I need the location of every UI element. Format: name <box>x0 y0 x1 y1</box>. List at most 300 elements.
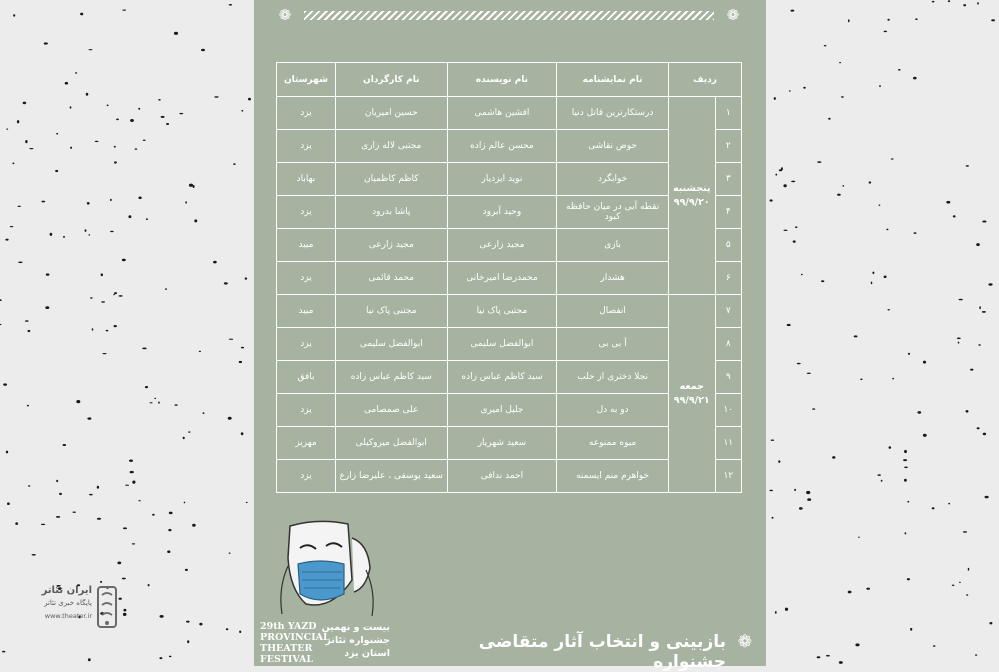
speckle-dot <box>3 383 7 385</box>
speckle-dot <box>27 405 29 407</box>
speckle-dot <box>821 280 824 282</box>
speckle-dot <box>130 471 134 473</box>
speckle-dot <box>233 163 236 165</box>
festival-en-line: FESTIVAL <box>260 654 314 665</box>
speckle-dot <box>123 613 127 616</box>
flower-icon: ❁ <box>278 6 292 24</box>
speckle-dot <box>45 306 49 309</box>
flower-icon: ❁ <box>737 632 752 652</box>
director-name: محمد قائمی <box>335 262 447 295</box>
speckle-dot <box>982 311 986 313</box>
city-name: مهریز <box>277 427 336 460</box>
speckle-dot <box>983 433 986 436</box>
writer-name: سید کاظم عباس زاده <box>447 361 557 394</box>
festival-en-line: THEATER <box>260 643 313 654</box>
speckle-dot <box>898 69 901 71</box>
speckle-dot <box>28 330 31 332</box>
bottom-title-bar <box>410 618 766 672</box>
speckle-dot <box>953 215 956 217</box>
speckle-dot <box>158 99 161 101</box>
speckle-dot <box>161 116 165 118</box>
festival-en-line: 29th YAZD <box>260 621 317 632</box>
director-name: ابوالفضل سلیمی <box>335 328 447 361</box>
header-director: نام کارگردان <box>335 63 447 97</box>
speckle-dot <box>783 230 787 231</box>
play-name: حوض نقاشی <box>557 130 669 163</box>
speckle-dot <box>6 451 8 454</box>
speckle-dot <box>73 512 76 513</box>
speckle-dot <box>858 537 860 538</box>
speckle-dot <box>135 148 138 149</box>
speckle-dot <box>186 621 190 623</box>
row-number: ۴ <box>715 196 741 229</box>
speckle-dot <box>174 404 177 405</box>
speckle-dot <box>889 446 892 449</box>
row-number: ۷ <box>715 295 741 328</box>
speckle-dot <box>143 140 146 141</box>
speckle-dot <box>241 432 244 435</box>
speckle-dot <box>185 201 187 203</box>
director-name: مجتبی پاک نیا <box>335 295 447 328</box>
speckle-dot <box>774 97 776 100</box>
speckle-dot <box>174 32 178 35</box>
speckle-dot <box>110 231 114 232</box>
speckle-dot <box>138 108 140 110</box>
city-name: یزد <box>277 196 336 229</box>
logo-subtitle: پایگاه خبری تئاتر <box>44 599 92 607</box>
speckle-dot <box>148 584 150 586</box>
speckle-dot <box>791 181 795 183</box>
speckle-dot <box>85 229 87 232</box>
city-name: بهاباد <box>277 163 336 196</box>
speckle-dot <box>785 608 788 611</box>
play-name: خواهرم منم ایسمنه <box>557 460 669 493</box>
row-number: ۱ <box>715 97 741 130</box>
speckle-dot <box>801 274 803 276</box>
speckle-dot <box>884 31 887 33</box>
speckle-dot <box>884 276 887 279</box>
speckle-dot <box>772 517 774 519</box>
speckle-dot <box>199 623 202 626</box>
director-name: حسین امیریان <box>335 97 447 130</box>
speckle-dot <box>866 588 870 590</box>
speckle-dot <box>158 402 160 404</box>
table-body <box>277 97 742 493</box>
stripe-divider <box>304 11 714 20</box>
speckle-dot <box>107 105 109 107</box>
speckle-dot <box>917 411 921 414</box>
city-name: میبد <box>277 229 336 262</box>
speckle-dot <box>179 113 183 114</box>
play-name: نجلا دختری از حلب <box>557 361 669 394</box>
speckle-dot <box>122 10 126 11</box>
speckle-dot <box>977 427 980 429</box>
speckle-dot <box>952 585 955 586</box>
speckle-dot <box>32 554 36 556</box>
speckle-dot <box>239 361 242 363</box>
director-name: مجید زارعی <box>335 229 447 262</box>
speckle-dot <box>113 294 115 295</box>
writer-name: جلیل امیری <box>447 394 557 427</box>
speckle-dot <box>879 85 881 87</box>
speckle-dot <box>923 361 926 364</box>
iran-theater-logo[interactable] <box>28 585 123 640</box>
speckle-dot <box>129 460 133 462</box>
speckle-dot <box>55 170 58 172</box>
writer-name: وحید آبرود <box>447 196 557 229</box>
speckle-dot <box>958 342 960 344</box>
director-name: سید کاظم عباس زاده <box>335 361 447 394</box>
speckle-dot <box>799 507 803 510</box>
speckle-dot <box>948 0 950 2</box>
speckle-dot <box>2 651 5 653</box>
speckle-dot <box>87 417 91 419</box>
speckle-dot <box>5 239 8 241</box>
director-name: مجتبی لاله زاری <box>335 130 447 163</box>
speckle-dot <box>56 133 58 135</box>
speckle-dot <box>991 19 995 21</box>
speckle-dot <box>910 628 912 631</box>
speckle-dot <box>213 261 217 264</box>
theater-mask-icon <box>272 518 384 618</box>
speckle-dot <box>881 480 883 482</box>
speckle-dot <box>152 514 155 516</box>
speckle-dot <box>239 631 241 634</box>
speckle-dot <box>23 102 27 105</box>
speckle-dot <box>7 502 10 505</box>
speckle-dot <box>975 654 977 655</box>
speckle-dot <box>13 14 15 16</box>
speckle-dot <box>65 82 68 85</box>
speckle-dot <box>70 106 72 108</box>
speckle-dot <box>132 481 135 484</box>
speckle-dot <box>978 344 981 346</box>
speckle-dot <box>0 299 2 301</box>
speckle-dot <box>150 402 153 403</box>
speckle-dot <box>6 129 8 130</box>
writer-name: احمد ندافی <box>447 460 557 493</box>
speckle-dot <box>872 272 874 275</box>
speckle-dot <box>783 184 786 187</box>
speckle-dot <box>879 205 881 206</box>
speckle-dot <box>848 19 850 22</box>
speckle-dot <box>167 550 170 553</box>
row-number: ۶ <box>715 262 741 295</box>
speckle-dot <box>97 486 99 489</box>
speckle-dot <box>795 226 798 228</box>
writer-name: سعید شهریار <box>447 427 557 460</box>
speckle-dot <box>908 353 910 355</box>
speckle-dot <box>0 324 2 325</box>
speckle-dot <box>89 494 93 496</box>
director-name: علی صمصامی <box>335 394 447 427</box>
speckle-dot <box>778 460 780 463</box>
speckle-dot <box>41 524 45 525</box>
speckle-dot <box>241 347 244 349</box>
speckle-dot <box>966 594 968 596</box>
speckle-dot <box>907 501 909 503</box>
speckle-dot <box>114 146 116 148</box>
city-name: میبد <box>277 295 336 328</box>
speckle-dot <box>904 479 907 482</box>
speckle-dot <box>187 640 189 643</box>
play-name: میوه ممنوعه <box>557 427 669 460</box>
speckle-dot <box>989 622 992 624</box>
speckle-dot <box>95 141 99 142</box>
festival-persian <box>322 621 390 660</box>
logo-name: ایران تئاتر <box>41 585 92 596</box>
city-name: یزد <box>277 262 336 295</box>
city-name: یزد <box>277 328 336 361</box>
speckle-dot <box>887 19 889 21</box>
speckle-dot <box>807 498 811 501</box>
speckle-dot <box>959 582 961 583</box>
festival-english <box>260 621 330 665</box>
speckle-dot <box>87 202 90 205</box>
speckle-dot <box>817 161 821 163</box>
play-name: نقطه آبی در میان حافظه کبود <box>557 196 669 229</box>
header-radif: ردیف <box>668 63 741 97</box>
speckle-dot <box>913 77 917 80</box>
table-row <box>277 295 742 328</box>
speckle-dot <box>75 72 77 73</box>
speckle-dot <box>18 206 21 207</box>
speckle-dot <box>817 656 821 658</box>
speckle-dot <box>214 96 218 97</box>
speckle-dot <box>101 301 105 302</box>
date-thursday: پنجشنبه ۹۹/۹/۲۰ <box>668 97 715 295</box>
writer-name: مجید زارعی <box>447 229 557 262</box>
speckle-dot <box>229 339 233 340</box>
speckle-dot <box>794 489 796 491</box>
city-name: بافق <box>277 361 336 394</box>
speckle-dot <box>117 562 121 565</box>
speckle-dot <box>63 444 67 446</box>
speckle-dot <box>832 456 835 459</box>
speckle-dot <box>70 147 72 149</box>
date-friday: جمعه ۹۹/۹/۲۱ <box>668 295 715 493</box>
director-name: کاظم کاظمیان <box>335 163 447 196</box>
speckle-dot <box>102 353 106 354</box>
speckle-dot <box>50 233 53 236</box>
speckle-dot <box>194 219 197 222</box>
festival-fa-line: استان یزد <box>344 648 390 659</box>
speckle-dot <box>775 174 777 176</box>
speckle-dot <box>923 434 927 437</box>
play-name: درستکارترین قاتل دنیا <box>557 97 669 130</box>
festival-fa-line: جشنواره تئاتر <box>325 635 390 646</box>
play-name: خوابگرد <box>557 163 669 196</box>
speckle-dot <box>948 503 950 505</box>
speckle-dot <box>28 485 30 486</box>
speckle-dot <box>122 578 126 580</box>
writer-name: ابوالفضل سلیمی <box>447 328 557 361</box>
speckle-dot <box>145 386 148 388</box>
speckle-dot <box>976 243 980 246</box>
speckle-dot <box>119 295 123 297</box>
speckle-dot <box>968 568 970 571</box>
schedule-table <box>276 62 742 493</box>
speckle-dot <box>826 655 830 657</box>
director-name: پاشا بدرود <box>335 196 447 229</box>
speckle-dot <box>44 42 48 44</box>
speckle-dot <box>904 467 908 469</box>
speckle-dot <box>781 167 783 170</box>
row-number: ۱۱ <box>715 427 741 460</box>
speckle-dot <box>146 218 148 220</box>
speckle-dot <box>199 351 201 352</box>
row-number: ۱۰ <box>715 394 741 427</box>
speckle-dot <box>854 335 858 337</box>
speckle-dot <box>15 522 18 525</box>
speckle-dot <box>824 45 827 46</box>
speckle-dot <box>789 90 791 91</box>
speckle-dot <box>226 628 229 630</box>
speckle-dot <box>886 229 888 231</box>
festival-fa-line: بیست و نهمین <box>321 622 390 633</box>
speckle-dot <box>946 201 950 204</box>
speckle-dot <box>56 480 58 482</box>
speckle-dot <box>123 609 126 612</box>
speckle-dot <box>138 500 141 501</box>
speckle-dot <box>933 645 936 647</box>
speckle-dot <box>787 324 791 326</box>
speckle-dot <box>914 232 917 234</box>
speckle-dot <box>932 507 935 509</box>
speckle-dot <box>841 96 844 97</box>
play-name: بازی <box>557 229 669 262</box>
speckle-dot <box>837 194 841 196</box>
speckle-dot <box>878 474 881 476</box>
header-writer: نام نویسنده <box>447 63 557 97</box>
speckle-dot <box>797 363 801 365</box>
speckle-dot <box>839 62 841 63</box>
speckle-dot <box>128 215 131 218</box>
writer-name: نوید ایزدیار <box>447 163 557 196</box>
festival-en-line: PROVINCIAL <box>260 632 330 643</box>
speckle-dot <box>183 437 185 440</box>
play-name: هشدار <box>557 262 669 295</box>
speckle-dot <box>904 450 907 453</box>
speckle-dot <box>982 221 986 223</box>
speckle-dot <box>166 123 169 125</box>
speckle-dot <box>806 491 810 494</box>
row-number: ۸ <box>715 328 741 361</box>
speckle-dot <box>963 531 967 533</box>
speckle-dot <box>63 236 65 238</box>
speckle-dot <box>855 643 859 646</box>
speckle-dot <box>88 658 91 661</box>
speckle-dot <box>871 282 873 285</box>
speckle-dot <box>116 119 119 121</box>
speckle-dot <box>985 496 989 499</box>
speckle-dot <box>959 299 963 301</box>
speckle-dot <box>843 185 845 187</box>
speckle-dot <box>903 459 907 461</box>
speckle-dot <box>86 93 89 96</box>
speckle-dot <box>229 553 231 554</box>
speckle-dot <box>192 524 196 527</box>
speckle-dot <box>41 201 45 203</box>
speckle-dot <box>848 591 852 594</box>
speckle-dot <box>770 199 773 201</box>
speckle-dot <box>869 181 872 183</box>
speckle-dot <box>100 581 102 583</box>
writer-name: محسن عالم زاده <box>447 130 557 163</box>
speckle-dot <box>168 529 171 531</box>
speckle-dot <box>59 493 62 495</box>
speckle-dot <box>160 615 164 618</box>
speckle-dot <box>12 163 14 165</box>
speckle-dot <box>932 1 935 3</box>
speckle-dot <box>807 373 811 374</box>
speckle-dot <box>88 234 90 235</box>
speckle-dot <box>29 148 33 149</box>
speckle-dot <box>966 410 969 413</box>
play-name: دو به دل <box>557 394 669 427</box>
speckle-dot <box>122 259 126 262</box>
speckle-dot <box>905 532 907 534</box>
speckle-dot <box>169 656 172 658</box>
logo-url[interactable]: www.theater.ir <box>44 612 92 620</box>
speckle-dot <box>892 378 894 380</box>
row-number: ۱۲ <box>715 460 741 493</box>
speckle-dot <box>90 297 93 298</box>
speckle-dot <box>10 226 14 227</box>
writer-name: افشین هاشمی <box>447 97 557 130</box>
speckle-dot <box>803 87 806 89</box>
play-name: آ بی بی <box>557 328 669 361</box>
speckle-dot <box>860 379 862 381</box>
city-name: یزد <box>277 460 336 493</box>
row-number: ۳ <box>715 163 741 196</box>
speckle-dot <box>224 282 228 284</box>
speckle-dot <box>185 569 188 571</box>
speckle-dot <box>839 661 843 664</box>
speckle-dot <box>828 118 831 120</box>
speckle-dot <box>229 4 232 6</box>
speckle-dot <box>89 49 93 50</box>
header-city: شهرستان <box>277 63 336 97</box>
speckle-dot <box>132 543 135 544</box>
speckle-dot <box>46 273 50 275</box>
city-name: یزد <box>277 130 336 163</box>
speckle-dot <box>771 440 775 441</box>
header-play: نام نمایشنامه <box>557 63 669 97</box>
iran-theater-logo-icon <box>94 585 120 633</box>
row-number: ۲ <box>715 130 741 163</box>
speckle-dot <box>92 328 94 330</box>
speckle-dot <box>114 292 117 294</box>
speckle-dot <box>125 485 129 486</box>
speckle-dot <box>775 611 777 614</box>
speckle-dot <box>169 512 173 515</box>
table-header-row <box>277 63 742 97</box>
speckle-dot <box>228 417 232 420</box>
row-number: ۹ <box>715 361 741 394</box>
speckle-dot <box>97 518 101 520</box>
speckle-dot <box>246 502 248 503</box>
director-name: ابوالفضل میروکیلی <box>335 427 447 460</box>
speckle-dot <box>80 13 83 16</box>
speckle-dot <box>165 288 167 289</box>
speckle-dot <box>184 502 186 504</box>
speckle-dot <box>159 657 162 659</box>
festival-badge <box>256 619 396 664</box>
writer-name: مجتبی پاک نیا <box>447 295 557 328</box>
speckle-dot <box>101 273 103 276</box>
director-name: سعید یوسفی ، علیرضا زارع <box>335 460 447 493</box>
